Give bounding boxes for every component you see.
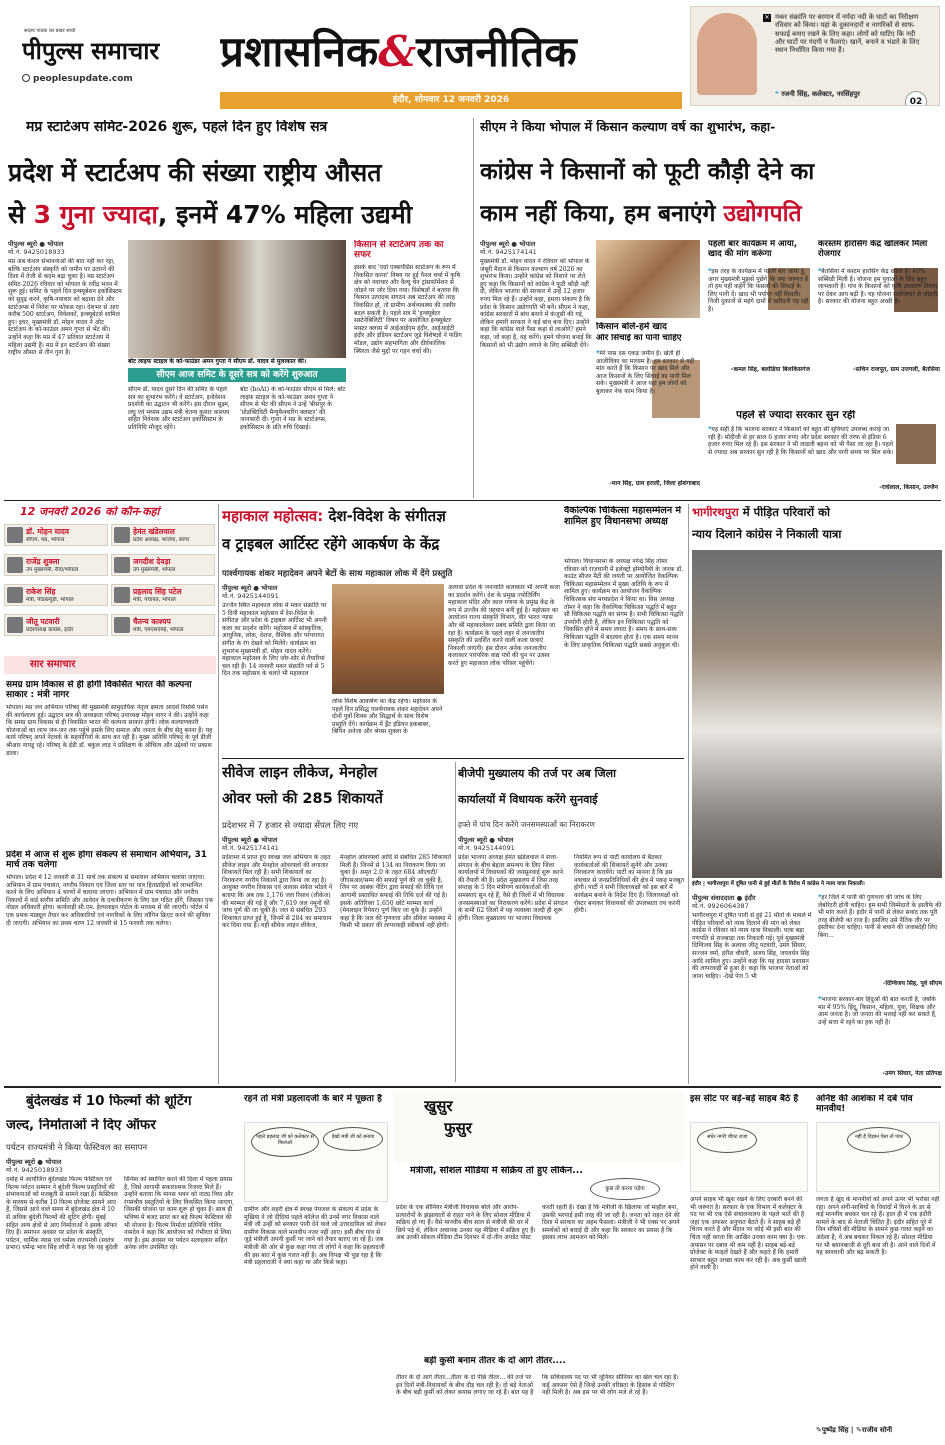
person-desc: सीएम, मप्र, भोपाल [26,537,65,543]
anishth-body: लगता है खुद के माननीयों को अपने ऊपर भी भरोसा नहीं रहा। अपने संगी-साथियों के विवादों में घिरने के डर से कई माननीय बचकर चल रहे हैं। हाल ही में एक इंदौरी मामले के बाद से नेताजी चिंतित हैं। इंदौर सहित पूरे में जिन मंत्रियों की मीडिया के सामने कुछ गलत कहने का अंदेशा है, वे अब बचकर निकल रहे हैं। सोशल मीडिया पर भी बयानबाजी से दूरी बना ली है। आने वाले दिनों में यह सावधानी और बढ़ सकती है। [816,1196,940,1257]
who-where-title: 12 जनवरी 2026 को कौन-कहां [20,506,160,518]
cartoon-4 [816,1122,940,1192]
pen-icon: ✎ [816,1426,822,1434]
rahne-to-column [240,1092,390,1442]
section-amp: & [378,27,417,76]
kisan-quote-1 [708,268,810,364]
sewage-subhead: प्रदेशभर में 7 हजार से ज्यादा सेंपल लिए गए [222,821,359,831]
saar-h1: समग्र ग्राम विकास से ही होगी विकसित भारत की कल्पना साकार : मंत्री नागर [6,680,192,701]
bjp-headline-2: कार्यालयों में विधायक करेंगे सुनवाई [458,793,598,806]
startup-story [4,118,470,498]
startup-side-body: इसके बाद 'एग्रो एक्सपीडेंस स्टार्टअप के रूप में विकसित करना' विषय पर हुई पैनल चर्चा में कृषि क्षेत्र को नवाचार और वैल्यू चेन ट्रांसफॉर्मेशन से जोड़ने पर जोर दिया गया। विशेषज्ञों ने बताया कि किसान उत्पादक संगठन अब स्टार्टअप की तरह विकसित हो, तो ग्रामीण अर्थव्यवस्था की तस्वीर बदल सकती है। पहले सत्र में 'इन्क्यूबेटर सस्टेनेबिलिटी' विषय पर आयोजित इन्क्यूबेटर मास्टर क्लास में आईआईएम इंदौर, आईआईटी इंदौर और इंडियन स्टार्टअप जुड़े विशेषज्ञों ने फंडिंग मॉडल, उद्योग सहभागिता और दीर्घकालिक स्थिरता जैसे मुद्दों पर गहन चर्चा की। [354,264,462,355]
bundelkhand-headline-1: बुंदेलखंड में 10 फिल्मों की शूटिंग [26,1094,192,1109]
saar-b2: भोपाल। प्रदेश में 12 जनवरी से 31 मार्च तक संकल्प से समाधान अभियान चलाया जाएगा। अभियान में ग्राम पंचायत, नगरीय निकाय एवं जिला स्तर पर पात्र हितग्राहियों को लाभान्वित करने के लिए अभियान 4 चरणों में चलाया जाएगा। अभियान में ग्राम पंचायत और नगरीय निकायों में वार्ड स्तरीय समिति और आवेदन के एकत्रीकरण के लिए दल गठित होंगे, जिसका एक नोडल अधिकारी होगा। कार्यवाही सी.एम. हेल्पलाइन पोर्टल के माध्यम से की जाएगी। पोर्टल में एक प्रथक माड्यूल तैयार कर अधिकारियों एवं नागरिकों के लिए लॉगिन क्रिएट करने की सुविधा दी जाएगी। अभियान का प्रथम चरण 12 जनवरी से 15 फरवरी तक चलेगा। [6,874,214,927]
avatar [114,527,130,543]
kisan-author-1: -कमल सिंह, बलोडिया बिलकिसगंज [730,366,810,373]
speech-bubble-1: पहले प्रहलाद जी को कलेक्टर से मिलाओ [251,1127,319,1157]
person-name: प्रहलाद सिंह पटेल [133,587,182,596]
mahakal-body-2: अलावा प्रदेश के जनजाति कलाकार भी अपनी कला का प्रदर्शन करेंगे। देश के प्रमुख ज्योतिर्लिंग महाकाल मंदिर और काल गणना के प्रमुख केंद्र के रूप में उज्जैन की पहचान बनी हुई है। महोत्सव का आयोजन राज्य संस्कृति विभाग, वीर भारत न्यास और श्री महाकालेश्वर प्रबंध समिति द्वारा किया जा रहा है। कार्यक्रम के पहले शहर में जनजातीय संस्कृति की प्रदर्शित करने वाली कला यात्राएं निकाली जाएंगी। इस दौरान अनेक जनजातीय कलाकार पारंपरिक वाद्य यंत्रों की धुन पर उत्सव करते हुए महाकाल लोक परिसर पहुंचेंगे। [448,584,560,667]
anishth-column [814,1092,942,1442]
bhagirath-quote-1 [818,894,942,978]
startup-h2-c: , इनमें 47% महिला उद्यमी [157,200,413,229]
vaikalpik-body: भोपाल। विधानसभा के अध्यक्ष नरेन्द्र सिंह तोमर रविवार को राजधानी में इलेक्ट्रो होम्योपैथी के जनक डॉ. काउंट सीजर मैटी की जयंती पर आयोजित वैकल्पिक चिकित्सा महासम्मेलन में मुख्य अतिथि के रूप में शामिल हुए। कार्यक्रम का आयोजन वैकल्पिक चिकित्सक संघ मध्यप्रदेश ने किया था। विस अध्यक्ष तोमर ने कहा कि वैकल्पिक चिकित्सा पद्धति में बहुत सी चिकित्सा पद्धति का संगम है। सभी चिकित्सा पद्धति उपयोगी होती है, लेकिन इन चिकित्सा पद्धति को विकसित होने में समय लगता है। समय के साथ-साथ चिकित्सा पद्धति में बदलाव होता है। एक समय मानव के लिए प्राकृतिक चिकित्सा पद्धति सबसे अनुकूल थी। [564,558,684,649]
person-name: जीतू पटवारी [26,617,60,626]
vaikalpik-story [564,504,684,756]
speech-bubble-2: देखो मंत्री जी को बनाया [323,1127,383,1151]
divider [4,1086,941,1088]
startup-mobile: मो.नं. 9425018933 [8,248,65,256]
congress-photo-label-2: और सिंचाई का पानी चाहिए [596,334,682,343]
credit-1: पुष्पेंद्र सिंह [821,1426,849,1434]
sewage-body: प्रदेशभर में प्राप्त हुए स्वच्छ जल अभियान के तहत सीवेज लाइन और मेनहोल ओवरफ्लो की लगातार शिकायतें मिल रही हैं। सभी शिकायतों का निराकरण नगरीय निकायों द्वारा किया जा रहा है। आयुक्त नगरीय विकास एवं आवास संकेत भोंडवे ने बताया कि अब तक 1,176 जल रिसाव (लीकेज) की मरम्मत की गई है और 7,619 जल नमूनों की जांच पूर्ण की जा चुकी है। जल से संबंधित 293 शिकायत प्राप्त हुई है, जिनमें से 284 का समाधान कर दिया गया है। वहीं सीवेज लाइन लीकेज, मेनहोल ओवरफ्लो आदि से संबंधित 285 शिकायतें मिली हैं। जिनमें से 134 का निराकरण किया जा चुका है। अमृत 2.0 के तहत 684 ओएचटी/जीएसआर/सम्प की सफाई पूर्ण की जा चुकी है, जिन पर आबंक पेंटिंग द्वारा सफाई की तिथि एवं आगामी प्रस्तावित सफाई की तिथि दर्ज की गई है। इसके अतिरिक्त 1,650 छोटे मरम्मत कार्य (मेनलाइन रिपेयर) पूर्ण किए जा चुके हैं। उन्होंने कहा है कि जल की गुणवत्ता और सीवेज व्यवस्था में किसी भी प्रकार की लापरवाही स्वीकार्य नहीं होगी। [222,854,452,930]
bjp-subhead: हफ्ते में पांच दिन करेंगे जनसमस्याओं का निराकरण [458,820,595,829]
kisan-photo-3 [896,424,936,464]
quote-icon: ❝ [596,350,600,357]
saar-samachar [4,654,216,1080]
congress-body: मुख्यमंत्री डॉ. मोहन यादव ने रविवार को भोपाल के जंबूरी मैदान से किसान कल्याण वर्ष 2026 का शुभारंभ किया। उन्होंने कांग्रेस को निशाने पर लेते हुए कहा कि किसानों को कांग्रेस ने फूटी कौड़ी नहीं दी, लेकिन भाजपा की सरकार में उन्हें 12 हजार रुपए मिल रहे हैं। उन्होंने कहा, हमारा संकल्प है कि प्रदेश के किसान उद्योगपति भी बनें। सीएम ने कहा, कांग्रेस सरकारों में बांध बनाने में कंजूसी की गई, लेकिन हमारी सरकार ने कई बांध बना दिए। उन्होंने कहा कि कांग्रेस वाले पैसा कहां से लाओगे? हमने कहा, जो कहा है, वह करेंगे। हमने योजना बनाई कि किसानों को भी उद्योग लगाने के लिए सब्सिडी देंगे। [480,258,592,349]
person-card [4,584,108,606]
top-quote-author-text: रजनी सिंह, कलेक्टर, नरसिंहपुर [781,90,860,98]
bhagirath-byline: पीपुल्स संवाददाता ● इंदौर [692,894,756,902]
website-text: peoplesupdate.com [33,74,133,84]
globe-icon [22,74,30,82]
saar-h2: प्रदेश में आज से शुरू होगा संकल्प से समाधान अभियान, 31 मार्च तक चलेगा [6,850,208,871]
bundelkhand-body: दमोह में आयोजित बुंदेलखंड फिल्म फेस्टिवल एवं फिल्म पर्यटन सम्मान ने बुंदेली फिल्म प्रस्तुतियों की संभावनाओं को मजबूती से सामने रखा है। फेस्टिवल के माध्यम से करीब 10 फिल्म प्रोजेक्ट सामने आए हैं, जिससे आने वाले समय में बुंदेलखंड क्षेत्र में 10 से अधिक बुंदेली फिल्मों की शूटिंग होगी। मुंबई सहित अन्य क्षेत्रों से आए निर्माताओं ने इसके ऑफर दिए हैं। समापन अवसर पर प्रदेश के संस्कृति, पर्यटन, धार्मिक न्यास एवं धर्मस्व राज्यमंत्री (स्वतंत्र प्रभार) धर्मेन्द्र भाव सिंह लोधी ने कहा कि यह बुंदेली सिनेमा को स्थापित करने की दिशा में पहला प्रयास है, जिसे आगामी सकारात्मक रिजल्ट मिले हैं। उन्होंने बताया कि मानस भवन को नाट्य विधा और रंगमंचीय प्रस्तुतियों के लिए विकसित किया जाएगा, जिसकी योजना पर काम शुरू हो चुका है। साथ ही भविष्य में बजट प्राप्त कर बड़े फिल्म फेस्टिवल की भी योजना है। फिल्म निर्माता प्रतिनिधि गोविंद नामदेव ने कहा कि आयोजन को गंभीरता से लिया गया है। इस अवसर पर पर्यटन सलाहकार सहित अनेक लोग उपस्थित रहे। [6,1176,235,1252]
mahakal-photo-caption: लोक विशेष आकर्षण का केंद्र रहेगा। महोत्सव के पहले दिन प्रसिद्ध पार्श्वगायक शंकर महादेवन अपने दोनों पुत्रों शिवम और सिद्धार्थ के साथ विशेष प्रस्तुति देंगे। कार्यक्रम में ड्रैंट इंडियन इकबाबर, बिपिन अनेजा और श्रेयस शुक्ला के [332,698,443,736]
bhagirath-headline-2: न्याय दिलाने कांग्रेस ने निकाली यात्रा [692,528,842,541]
mahakal-photo [332,584,444,694]
person-card [111,554,215,576]
kisan-author-3: -राधेलाल, किसान, उज्जैन [879,484,938,491]
khusur-title-2: फुसुर [444,1120,472,1137]
pen-icon: ✎ [855,1426,862,1434]
startup-h2-b: 3 गुना ज्यादा [33,200,158,229]
kisan-title-1: पहली बार कार्यक्रम में आया, खाद की मांग करूंगा [708,240,798,259]
section-title [220,24,690,84]
divider [4,500,941,501]
saar-title-bar [4,656,216,674]
person-card [111,524,215,546]
sewage-story [222,762,452,1082]
divider [222,758,684,759]
congress-h2-b: उद्योगपति [723,201,802,227]
credit-2: राजीव सोनी [861,1426,893,1434]
mahakal-headline-1 [222,506,560,526]
divider [455,762,456,1082]
sewage-mobile: मो.नं. 9425174141 [222,844,279,852]
bundelkhand-subhead: पर्यटन राज्यमंत्री ने किया फेस्टिवल का समापन [6,1143,148,1153]
rahne-to-title: रहने तो मंत्री प्रहलादजी के बारे में पूछता है [244,1094,382,1104]
divider [218,504,219,1084]
saar-b1: भोपाल। मप्र जन अभियान परिषद् की मुख्यमंत्री सामुदायिक नेतृत्व क्षमता आदर्श रिसोर्स पर्सन की कार्यशाला हुई। उद्घाटन सत्र की अध्यक्षता परिषद् उपाध्यक्ष मोहन नागर ने की। उन्होंने कहा कि समग्र ग्राम विकास से ही विकसित भारत की कल्पना साकार होगी। लोक कल्याणकारी योजनाओं का लाभ जन-जन तक पहुंचे इसके लिए समाज और जनता के बीच सेतु बनना है। यह कार्य परिषद् अपने नेटवर्क के सहयोगियों के साथ कर रही है। मुख्य अतिथि परिषद् के पूर्व डीजी श्रीआर नायडू रहे। परिषद् के ईडी डॉ. बकुल लाड़ ने प्रशिक्षण के औचित्य और उद्देश्यों पर प्रकाश डाला। [6,704,213,757]
startup-kicker: मप्र स्टार्टअप समिट-2026 शुरू, पहले दिन हुए विशेष सत्र [26,120,328,135]
quote-icon: ❝ [818,268,822,275]
anishth-title: अनिष्ट की आशंका में दबे पांव मानवीय! [816,1094,913,1115]
bhagirath-h-a: भागीरथपुरा [692,506,739,519]
quote-icon: ❝ [708,268,712,275]
khusur-body: प्रदेश के एक सीनियर मंत्रीजी विधायक बोले और आरोप-प्रत्यारोपों के झंझावातों से राहत पाने के लिए सोशल मीडिया में सक्रिय हो गए हैं। वैसे मानवीय बीच साल से मंत्रीजी की घर में छिपे पड़े थे, लेकिन अचानक उनका यह मीडिया में सक्रिय हुए हैं। अब उनकी सोशल मीडिया टीम दिनभर में दो-तीन अपडेट पोस्ट करती रहती है। देखा है कि मंत्रीजी के खिलाफ जो माहौल बना, उसकी भरपाई इसी तरह की जा रही है। जनता को राहत देने की दिशा में सरकार का अहम फैसला। मंत्रीजी ने भी एक्स पर अपने समर्थकों को बधाई दी और कहा कि सरकार का प्रयास है कि इसका लाभ आमजन को मिले। [396,1204,680,1242]
startup-headline-2 [8,200,470,230]
bjp-body: प्रदेश भाजपा अध्यक्ष हेमंत खंडेलवाल ने सत्ता-संगठन के बीच बेहतर समन्वय के लिए जिला कार्यालयों में विधायकों की जनसुनवाई शुरू करने की तैयारी की है। प्रदेश मुख्यालय में जिस तरह सप्ताह के 5 दिन मंत्रीगण कार्यकर्ताओं की समस्याएं सुन रहे हैं, वैसे ही जिलों में भी विधायक जनसमस्याओं का निराकरण करेंगे। प्रदेश में संगठन के सभी 62 जिलों में यह व्यवस्था जल्दी ही शुरू होगी। जिला मुख्यालय पर भाजपा विधायक नियमित रूप से पार्टी कार्यालय में बैठकर कार्यकर्ताओं की शिकायतें सुनेंगे और उनका निराकरण करायेंगे। पार्टी का मानना है कि इस नवाचार से जनप्रतिनिधियों की क्षेत्र में पकड़ मजबूत होगी। पार्टी ने सभी जिलाध्यक्षों को इस बारे में कार्यक्रम बनाने के निर्देश दिए हैं। जिलाध्यक्षों को रोस्टर बनाकर विधायकों की उपलब्धता तय करनी होगी। [458,854,684,922]
bhagirath-quote-2-text: भाजपा सरकार-बार हिंदुओं की बात करती है, जबकि मप्र में 95% हिंदू, किसान, महिला, युवा, शिक्षक और आम जनता है। जो जनता की भलाई नहीं कर सकते हैं, उन्हें सत्ता में रहने का हक नहीं है। [818,996,937,1026]
masthead [0,0,945,112]
person-desc: मंत्री, एमएसएमई, भोपाल [133,627,184,633]
congress-kicker: सीएम ने किया भोपाल में किसान कल्याण वर्ष का शुभारंभ, कहा- [480,120,776,134]
dateline-bar [220,92,682,109]
is-seat-body: अपने साहब भी खुश रखने के लिए दरबारी बनने की भी जरूरत है। सरकार के एक विभाग में कलेक्टर के पद पर भी एक ऐसे संचालनालय के पहले भार्ते की है जहां एक अफसर अनुपात बैठते हैं। वे साहब बड़े ही चिंतन करते हैं और मैदान पर कोई भी इसी बात की चिंता नहीं करता कि आखिर उनका काम क्या है। एक अफसर पर दबाव भी कम नहीं है। साहब बड़े-बड़े प्रोजेक्ट के फाइलें देखते हैं और कहते हैं कि हमारी सरकार बहुत अच्छा काम कर रही है। अब कुर्सी खाली होने वाली है। [690,1196,807,1272]
farmer-quote-text: मेरे पास दस एकड़ जमीन है। खेती ही आजीविका का माध्यम है। हम सरकार से यही मांग करते हैं कि किसान पर खाद मिले और आज किसानों के लिए सिंचाई का पानी मिल सके। मुख्यमंत्री ने आज यहां हम लोगों को बुलाकर नेक काम किया है। [596,350,695,395]
startup-side-title: किसान से स्टार्टअप तक का सफर [354,240,444,261]
startup-byline: पीपुल्स ब्यूरो ● भोपाल [8,240,64,248]
avatar [114,617,130,633]
person-card [4,524,108,546]
congress-photo-label-1: किसान बोले-हमें खाद [596,322,667,332]
kisan-quote-3 [708,426,894,482]
congress-mobile: मो.नं. 9425174141 [480,248,537,256]
is-seat-title: इस सीट पर बड़े-बड़े साहब बैठे हैं [690,1094,799,1104]
congress-h2-a: काम नहीं किया, हम बनाएंगे [480,201,724,227]
top-quote-box [690,6,940,106]
mahakal-subhead: पार्श्वगायक शंकर महादेवन अपने बेटों के साथ महाकाल लोक में देंगे प्रस्तुति [222,569,453,579]
bundelkhand-byline: पीपुल्स ब्यूरो ● भोपाल [6,1158,62,1166]
person-card [111,584,215,606]
mahakal-body-1: उज्जैन स्थित महाकाल लोक में मकर संक्रांति पर 5 दिनी महाकाल महोत्सव में देश-विदेश के संगीतज्ञ और प्रदेश के ट्राइबल आर्टिस्ट भी अपनी कला का प्रदर्शन करेंगे। महोत्सव में सांस्कृतिक, आधुनिक, लोक, देशज, वैश्विक और परंपरागत संगीत के रंग देखने को मिलेंगे। कार्यक्रम का शुभारंभ मुख्यमंत्री डॉ. मोहन यादव करेंगे। महाकाल महोत्सव के लिए जोर-शोर से तैयारियां चल रही हैं। 14 जनवरी मकर संक्रांति पर्व से 5 दिन तक महोत्सव के चलते भी महाकाल [222,602,327,678]
kisan-quote-3-text: यह सही है कि भाजपा सरकार ने किसानों को बहुत सी सुविधाएं उपलब्ध कराई जा रही हैं। मोदीजी से हर साल 6 हजार रुपए और प्रदेश सरकार की तरफ से इंडिया 6 हजार रुपए मिल रहे हैं। इस सरकार ने भी लाडली बहना को भी पैसा जा रहा है। पहले से ज्यादा अब सरकार सुन रही है कि किसानों को खाद और पानी समय पर मिल सके। [708,426,894,456]
rahne-to-body: ग्रामीण और शहरी क्षेत्र में स्वच्छ पेयजल के संकल्प में प्रदेश के मुखिया ने जो दीदियां पहले कॉलेज की उनमें नगर विकास वाले मंत्री जी उन्हीं को सरकार पानी देने वाले जो उत्तरदायित्व को लेकर ग्रामीण विकास वाले मानवीय नजर नहीं आए। इसी बीच गांव से जुड़े मंत्रीजी अपनी कुर्सी पर जाने को तैयार बताए जा रहे हैं। जब मंत्रीजी की ओर से कुछ कहा गया तो लोगों ने कहा कि प्रहलादजी की इस बात में कुछ गलत नहीं है। अब विपक्ष भी पूछ रहा है कि मंत्री प्रहलादजी ने क्या कहा था और किसे कहा। [244,1206,386,1267]
congress-crowd-photo [596,240,700,318]
person-name: राजेंद्र शुक्ला [26,557,60,566]
bhagirath-h-b: में पीड़ित परिवारों को [738,506,830,519]
kisan-author-2: -सचिन राजपूत, ग्राम उत्तगली, बैतसिया [853,366,940,373]
person-desc: मंत्री, पीडब्ल्यूडी, भोपाल [26,597,74,603]
startup-body-3: बोट (boAt) के को-फाउंडर सीएम से मिले: बोट लाइफ स्टाइल के को-फाउंडर अमन गुप्ता ने सीएम से भेंट की सीएम ने उन्हें 'बीसपुर के 'प्रोडक्टिविटी मैन्युफैक्चरिंग क्लस्टर' की जानकारी दी। गुप्ता ने मप्र के स्टार्टअप्स, इकोसिस्टम के प्रति रुचि दिखाई। [240,386,346,431]
person-card [4,554,108,576]
quote-icon: ❝ [708,426,712,433]
divider [473,118,474,498]
bundelkhand-headline-2: जल्द, निर्माताओं ने दिए ऑफर [6,1118,156,1133]
bhagirath-mobile: मो.नं. 9926064387 [692,902,749,910]
person-name: हेमंत खंडेलवाल [133,527,175,536]
bundelkhand-story [4,1092,236,1442]
collector-photo [697,13,757,95]
person-desc: प्रदेशाध्यक्ष कांग्रेस, इंदौर [26,627,74,633]
mahakal-h1-b: देश-विदेश के संगीतज्ञ [328,507,446,525]
quote-icon: ❝ [818,894,822,901]
sewage-headline-2: ओवर फ्लो की 285 शिकायतें [222,791,383,807]
congress-headline-1: कांग्रेस ने किसानों को फूटी कौड़ी देने का [480,159,815,185]
sewage-headline-1: सीवेज लाइन लीकेज, मेनहोल [222,765,378,781]
speech-bubble-3: अंधेर नगरी चौपट राजा [697,1127,757,1153]
person-desc: मंत्री, पंचायत, भोपाल [133,597,176,603]
quote-icon: ❝ [775,90,779,98]
avatar [7,587,23,603]
mahakal-mobile: मो.नं. 9425144091 [222,592,279,600]
congress-headline-2 [480,200,942,228]
congress-byline: पीपुल्स ब्यूरो ● भोपाल [480,240,536,248]
farmer-quote [596,350,700,480]
section-title-2: राजनीतिक [416,27,577,76]
bjp-headline-1: बीजेपी मुख्यालय की तर्ज पर अब जिला [458,767,616,780]
khusur-speech-bubble: कुछ तो करना पड़ेगा [590,1178,660,1200]
khusur-title-1: खुसुर [424,1098,453,1115]
person-name: जगदीश देवड़ा [133,557,171,566]
bjp-mobile: मो.नं. 9425144091 [458,844,515,852]
kisan-quote-2 [818,268,938,364]
avatar [7,557,23,573]
startup-headline-1: प्रदेश में स्टार्टअप की संख्या राष्ट्रीय औसत [8,158,382,187]
bhagirath-author-2: -उमंग सिंघार, नेता प्रतिपक्ष [882,1070,942,1077]
mahakal-story [222,504,560,756]
person-desc: प्रदेश अध्यक्ष, भाजपा, सागर [133,537,190,543]
sewage-byline: पीपुल्स ब्यूरो ● भोपाल [222,836,278,844]
bhagirath-story [692,504,942,1084]
startup-body-1: मप्र अब केवल संभावनाओं की बात नहीं कर रहा, बल्कि स्टार्टअप संस्कृति को जमीन पर उतारने की दिशा में तेजी से कदम बढ़ा चुका है। मप्र स्टार्टअप समिट-2026 रविवार को भोपाल के रवींद्र भवन में शुरू हुई। समिट के पहले दिन इन्क्यूबेशन इकोसिस्टम को सुदृढ़ करने, कृषि-नवाचार को बढ़ावा देने और स्टार्टअप्स में निवेश पर फोकस रहा। देशभर से आए करीब 500 स्टार्टअप, निवेशकों, इन्क्यूबेटर्स शामिल हुए। इधर, मुख्यमंत्री डॉ. मोहन यादव ने ओट स्टार्टअप के को-फाउंडर अमन गुप्ता से भेंट की। उन्होंने कहा कि मप्र में 47 प्रतिशत स्टार्टअप में महिला उद्यमी हैं। मप्र में इन स्टार्टअप की संख्या राष्ट्रीय औसत से तीन गुना है। [8,258,122,357]
bhagirath-author-1: -दिग्विजय सिंह, पूर्व सीएम [882,980,942,987]
khusur-body2: तीतर के दो आगे तीतर...तीतर के दो पीछे तीतर... की तर्ज पर इन दिनों मंत्री-विधायकों के बीच दौड़ चल रही है। दो बड़े नेताओं के बीच बड़ी कुर्सी को लेकर कयास लगाए जा रहे हैं। बात यह है कि सचिवालय पद पर भी जूनियर सीनियर का खेल चल रहा है। कई अफसर ऐसे हैं जिन्हें उनकी वरिष्ठता के हिसाब से पोस्टिंग नहीं मिली है। अब इस पर भी लोग मजे ले रहे हैं। [396,1374,679,1397]
avatar [114,587,130,603]
person-desc: उप मुख्यमंत्री, रीवा/भोपाल [26,567,79,573]
avatar [7,617,23,633]
startup-body-2: सीएम डॉ. यादव दूसरे दिन की समिट के पहले सत्र का शुभारंभ करेंगे। वे स्टार्टअप, इनोवेशन प्रदर्शनी का उद्घाटन भी करेंगे। इस दौरान सूक्ष्म, लघु एवं मध्यम उद्यम मंत्री चेतन्य कुमार काश्यप सहित निवेशक और स्टार्टअप इकोसिस्टम के प्रतिनिधि मौजूद रहेंगे। [128,386,230,431]
person-name: डॉ. मोहन यादव [26,527,70,536]
bhagirath-photo-caption: इंदौर | भागीरथपुरा में दूषित पानी से हुई मौतों के विरोध में कांग्रेस ने न्याय यात्रा निकाली। [692,881,865,887]
dateline: इंदौर, सोमवार 12 जनवरी 2026 [392,95,510,105]
bhagirath-photo [692,550,942,878]
top-quote-text: मकर संक्रांति पर बरमान में नर्मदा नदी के घाटों का निरीक्षण रविवार को किया। यहां के दुकानदारों व नागरिकों से साफ-सफाई बनाए रखने के लिए कहा। लोगों को घाटिए कि नदी और घाटों पर गंदगी न फैलाएं। खानें, बनाने व भंडारे के लिए स्थान निर्धारित किया गया है। [775,13,920,55]
twitter-x-icon: ✕ [764,14,770,21]
kisan-quote-2-text: बैतसिया में कस्टम हारसिंग केंद्र खोला है। 40% सब्सिडी मिली है। योजना हम युवाओं के लिए बहुत लाभकारी है। गांव के किसानों को कृषि उपकरण किराए पर देकर आय बढ़ी है। यह योजना स्वरोजगार से जोड़ती है। सरकार की योजना बहुत अच्छी है। [818,268,938,306]
section-title-1: प्रशासनिक [220,27,379,76]
person-card [111,614,215,636]
page-number: 02 [905,91,927,106]
bhagirath-body: भागीरथपुरा में दूषित पानी से हुई 21 मौतों के मामले में पीड़ित परिवारों को न्याय दिलाने की मांग को लेकर कांग्रेस ने रविवार को न्याय यात्रा निकाली। यात्रा बड़ा गणपति से राजबाड़ा तक निकाली गई। पूर्व मुख्यमंत्री दिग्विजय सिंह के अलावा जीतू पटवारी, उमंग सिंघार, सज्जन वर्मा, हरीश चौधरी, अजय सिंह, जयवर्धन सिंह आदि शामिल हुए। उन्होंने कहा कि यह हादसा प्रशासन की लापरवाही से हुआ है। कहा कि भाजपा नेताओं को जाना चाहिए। -देखें पेज 5 भी [692,912,812,980]
brand-logo: पीपुल्स समाचार [22,37,160,65]
who-where-box [4,504,216,650]
bhagirath-headline-1 [692,506,942,519]
bhagirath-quote-1-text: हर जिले में पानी की गुणवत्ता की जांच के लिए लेबोरेटरी होनी चाहिए। हम सभी जिम्मेदारों के इस्तीफे की भी मांग करते हैं। इंदौर में पानी से लेकर सवाद तक पूरी तरह बीजेपी का राज है। इसलिए उसे नैतिक तौर पर इस्तीफा देना चाहिए। पानी से बचाने की जवाबदेही लिए बिना... [818,894,942,939]
mahakal-headline-2: व ट्राइबल आर्टिस्ट रहेंगे आकर्षण के केंद्र [222,535,440,553]
cartoon-1 [244,1122,388,1202]
kisan-title-3: पहले से ज्यादा सरकार सुन रही [736,410,856,421]
website-link[interactable] [22,74,202,84]
khusur-subtitle: मंत्रीजी, सोशल मीडिया में सक्रिय तो हुए लेकिन... [410,1166,583,1176]
person-name: राकेश सिंह [26,587,56,596]
mahakal-h1-a: महाकाल महोत्सव: [222,507,329,525]
kisan-quote-1-text: इस तरह के कार्यक्रम में पहली बार आया हूं, अगर मुख्यमंत्री मुझसे पूछेंगे कि क्या जरूरत है तो हम यही कहेंगे कि फसलों की सिंचाई के लिए पानी दें। खाद भी पर्याप्त नहीं मिलती। निजी दुकानों से महंगे दामों में खरीदनी पड़ रही है। [708,268,809,313]
mahakal-byline: पीपुल्स ब्यूरो ● भोपाल [222,584,278,592]
person-card [4,614,108,636]
startup-photo-caption: बोट लाइफ स्टाइल के को-फाउंडर अमन गुप्ता ने सीएम डॉ. यादव से मुलाकात की। [128,358,307,365]
column-credits: ✎पुष्पेंद्र सिंह | ✎राजीव सोनी [816,1426,893,1434]
is-seat-column [688,1092,810,1442]
bundelkhand-mobile: मो.नं. 9425018933 [6,1166,63,1174]
startup-banner-text: सीएम आज समिट के दूसरे सत्र को करेंगे शुरुआत [156,370,318,380]
saar-title: सार समाचार [30,659,76,670]
farmer-author: -मान सिंह, ग्राम हराली, जिला होशंगाबाद [609,480,700,487]
vaikalpik-headline: वैकल्पिक चिकित्सा महासम्मेलन में शामिल हुए विधानसभा अध्यक्ष [564,506,682,527]
khusur-fusur-column [394,1092,684,1442]
bjp-byline: पीपुल्स ब्यूरो ● भोपाल [458,836,514,844]
bjp-story [458,762,684,1082]
kisan-side-column [706,238,942,498]
top-quote-author [775,89,915,98]
person-desc: उप मुख्यमंत्री, भोपाल [133,567,176,573]
quote-icon: ❝ [818,996,822,1003]
speech-bubble-4: नहीं है विज्ञान ऐसा तो प्यार [847,1127,911,1153]
cartoon-3 [690,1122,808,1192]
person-name: चैतन्य काश्यप [133,617,171,626]
avatar [7,527,23,543]
avatar [114,557,130,573]
bhagirath-quote-2 [818,996,942,1066]
brand-tag: सदस्य पाठक का प्रखर साथी [24,28,76,34]
kisan-title-2: करस्तम हारसिंग केंद्र खोलकर मिला रोजगार [818,240,928,259]
startup-h2-a: से [8,200,34,229]
khusur-sub2: बड़ी कुर्सी बनाम तीतर के दो आगे तीतर.... [424,1356,566,1366]
startup-photo [128,240,346,358]
startup-banner [128,368,346,382]
divider [688,504,689,1084]
